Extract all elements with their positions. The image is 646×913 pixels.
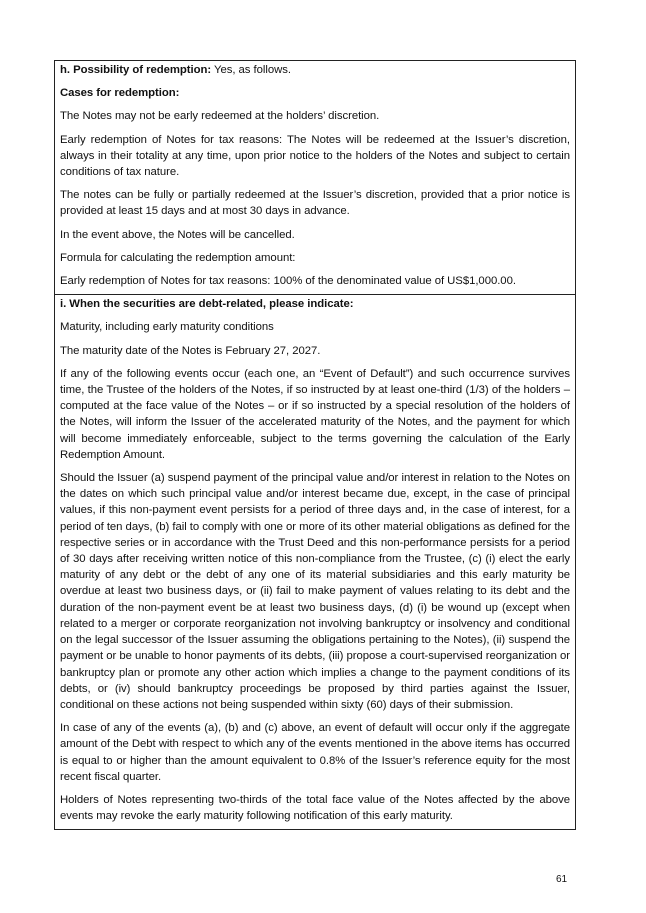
document-table [54, 60, 576, 830]
cases-for-redemption-heading: Cases for redemption: [60, 87, 180, 100]
paragraph: In the event above, the Notes will be cancelled. [60, 228, 295, 241]
paragraph: Holders of Notes representing two-thirds of the total face value of the Notes affected by the above events may revoke the early maturity following notification of this early maturity. [60, 793, 570, 823]
paragraph: The maturity date of the Notes is February 27, 2027. [60, 344, 321, 357]
paragraph: Maturity, including early maturity conditions [60, 321, 274, 334]
paragraph: Should the Issuer (a) suspend payment of the principal value and/or interest in relation to the Notes on the dates on which such principal value and/or interest became due, except, in the case of principal values, if this non-payment event persists for a period of three days and, in the case of interest, for a period of ten days, (b) fail to comply with one or more of its other material obligations as defined for the respective series or in accordance with the Trust Deed and this non-performance persists for a period of 30 days after receiving written notice of this non-compliance from the Trustee, (c) (i) elect the early maturity of any debt or the debt of any one of its material subsidiaries and this early maturity be overdue at least two business days, or (ii) fail to make payment of values relating to its debt and the duration of the non-payment event be at least two business days, (d) (i) be wound up (except when related to a merger or corporate reorganization not involving bankruptcy or insolvency and conditional on the legal successor of the Issuer assuming the obligations pertaining to the Notes), (ii) suspend the payment or be unable to honor payments of its debts, (iii) propose a court-supervised reorganization or bankruptcy plan or promote any other action which implies a change to the payment conditions of its debts, or (iv) should bankruptcy proceedings be proposed by third parties against the Issuer, conditional on these actions not being suspended within sixty (60) days of their submission. [60, 472, 571, 711]
paragraph: Early redemption of Notes for tax reasons: 100% of the denominated value of US$1,000.00. [60, 275, 516, 288]
section-i-heading: i. When the securities are debt-related, please indicate: [60, 298, 354, 311]
section-i-debt [55, 294, 575, 829]
paragraph: In case of any of the events (a), (b) and (c) above, an event of default will occur only if the aggregate amount of the Debt with respect to which any of the events mentioned in the above items has occurred is equal to or higher than the amount equivalent to 0.8% of the Issuer’s reference equity for the most recent fiscal quarter. [60, 722, 570, 783]
page-number: 61 [556, 874, 568, 885]
section-h-heading-label: h. Possibility of redemption: [60, 64, 212, 76]
paragraph: Formula for calculating the redemption amount: [60, 251, 296, 264]
paragraph: If any of the following events occur (each one, an “Event of Default”) and such occurrence survives time, the Trustee of the holders of the Notes, if so instructed by at least one-third (1/3) of the holders – computed at the face value of the Notes – or if so instructed by a special resolution of the holders of the Notes, will inform the Issuer of the accelerated maturity of the Notes, and the payment for which will become immediately enforceable, subject to the terms governing the calculation of the Early Redemption Amount. [60, 367, 570, 461]
paragraph: The Notes may not be early redeemed at the holders’ discretion. [60, 110, 380, 123]
paragraph: The notes can be fully or partially redeemed at the Issuer’s discretion, provided that a prior notice is provided at least 15 days and at most 30 days in advance. [60, 189, 570, 218]
section-h-redemption [55, 61, 575, 294]
section-h-heading-value: Yes, as follows. [211, 64, 291, 76]
paragraph: Early redemption of Notes for tax reasons: The Notes will be redeemed at the Issuer’s discretion, always in their totality at any time, upon prior notice to the holders of the Notes and subject to certain conditions of tax nature. [60, 133, 570, 179]
section-h-heading [60, 62, 570, 78]
